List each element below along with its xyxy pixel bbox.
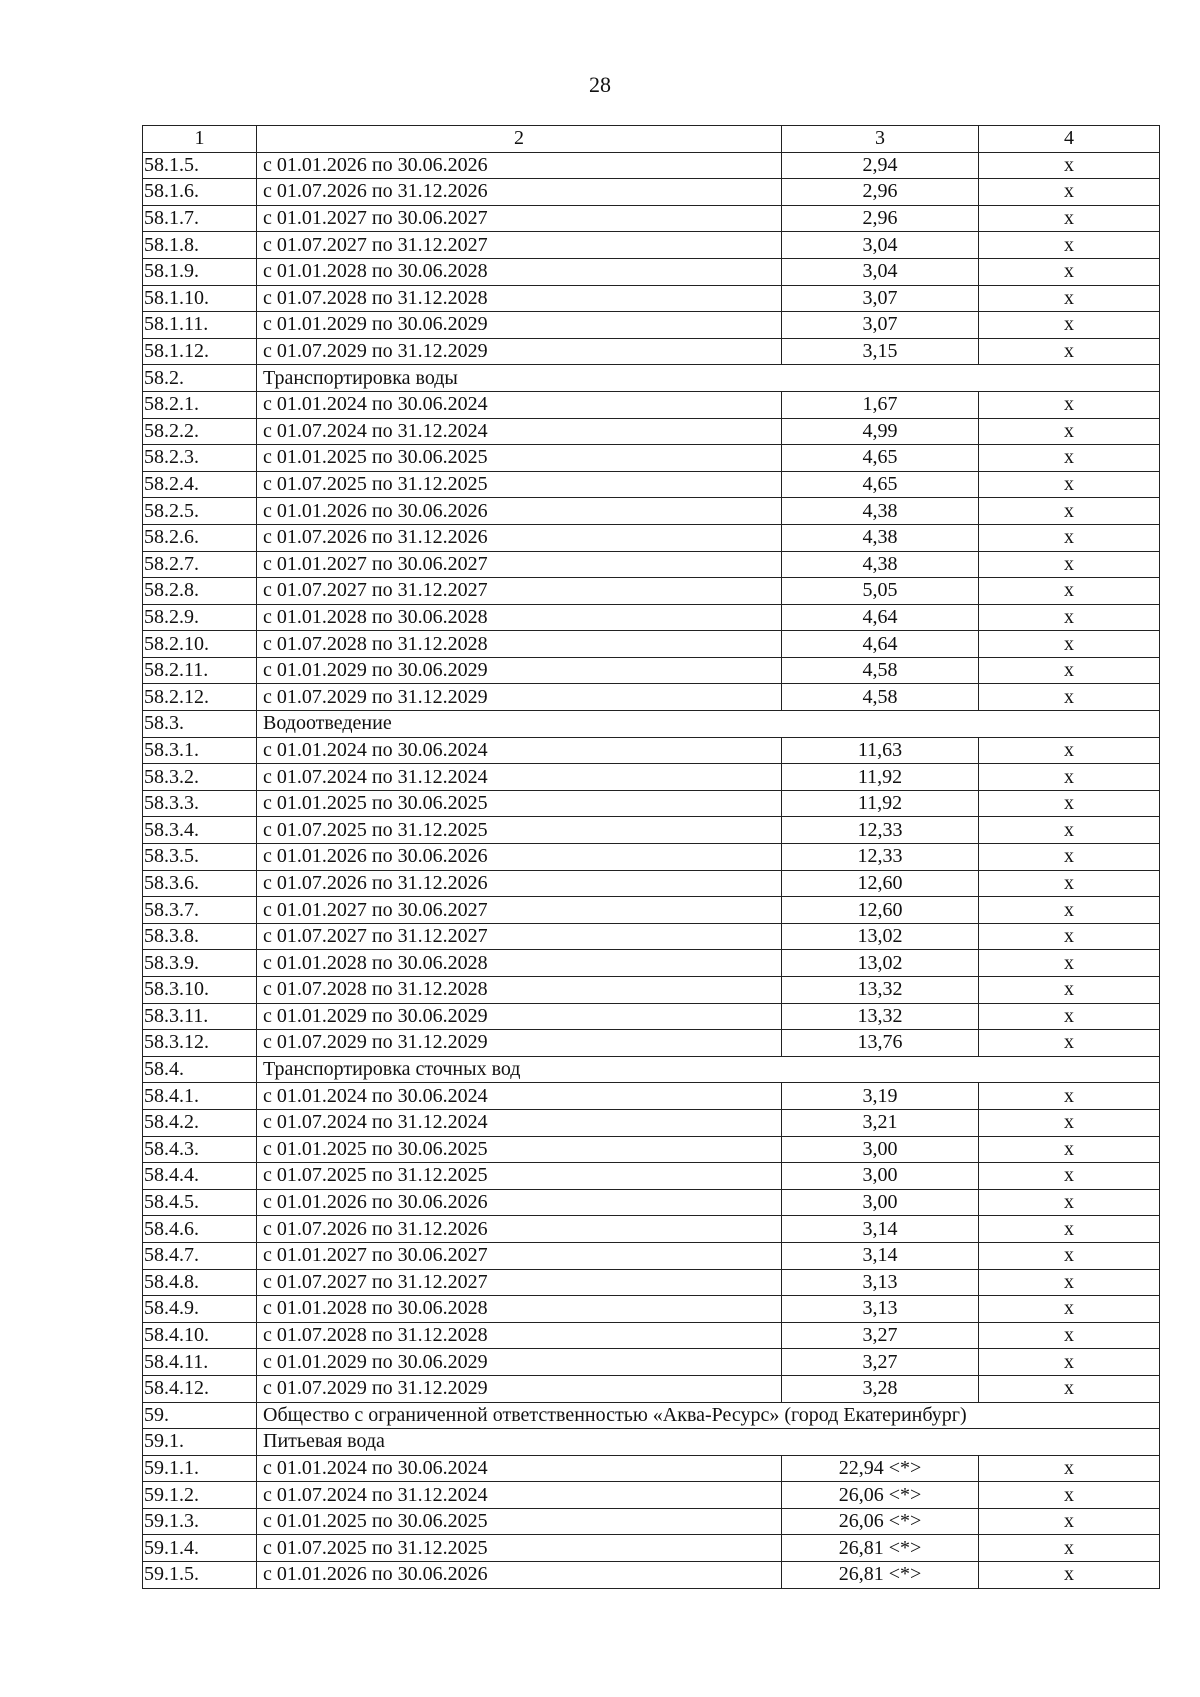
column-4-cell: х xyxy=(979,1030,1160,1057)
column-4-cell: х xyxy=(979,870,1160,897)
table-row xyxy=(143,418,1160,445)
tariff-value-cell: 13,02 xyxy=(782,950,979,977)
tariff-value-cell: 4,65 xyxy=(782,471,979,498)
tariff-value-cell: 3,00 xyxy=(782,1136,979,1163)
tariff-value-cell: 4,38 xyxy=(782,498,979,525)
row-number: 58.1.7. xyxy=(143,205,257,232)
table-row xyxy=(143,977,1160,1004)
column-4-cell: х xyxy=(979,578,1160,605)
period-cell: с 01.01.2024 по 30.06.2024 xyxy=(257,737,782,764)
column-4-cell: х xyxy=(979,1535,1160,1562)
column-4-cell: х xyxy=(979,1349,1160,1376)
column-4-cell: х xyxy=(979,1136,1160,1163)
section-title: Транспортировка воды xyxy=(257,365,1160,392)
row-number: 58.4.7. xyxy=(143,1242,257,1269)
period-cell: с 01.01.2028 по 30.06.2028 xyxy=(257,258,782,285)
column-4-cell: х xyxy=(979,232,1160,259)
tariff-value-cell: 4,64 xyxy=(782,631,979,658)
tariff-value-cell: 3,00 xyxy=(782,1163,979,1190)
column-4-cell: х xyxy=(979,1109,1160,1136)
tariff-value-cell: 5,05 xyxy=(782,578,979,605)
period-cell: с 01.07.2027 по 31.12.2027 xyxy=(257,232,782,259)
row-number: 58.1.11. xyxy=(143,312,257,339)
row-number: 59.1.4. xyxy=(143,1535,257,1562)
row-number: 58.3.6. xyxy=(143,870,257,897)
header-cell-4: 4 xyxy=(979,126,1160,153)
tariff-value-cell: 12,33 xyxy=(782,844,979,871)
tariff-table xyxy=(142,125,1160,1589)
section-row xyxy=(143,1429,1160,1456)
tariff-value-cell: 2,96 xyxy=(782,179,979,206)
header-row xyxy=(143,126,1160,153)
period-cell: с 01.01.2024 по 30.06.2024 xyxy=(257,1455,782,1482)
column-4-cell: х xyxy=(979,844,1160,871)
table-row xyxy=(143,498,1160,525)
table-row xyxy=(143,258,1160,285)
period-cell: с 01.07.2025 по 31.12.2025 xyxy=(257,817,782,844)
tariff-value-cell: 13,32 xyxy=(782,977,979,1004)
table-row xyxy=(143,1349,1160,1376)
tariff-value-cell: 13,02 xyxy=(782,923,979,950)
column-4-cell: х xyxy=(979,950,1160,977)
table-row xyxy=(143,445,1160,472)
tariff-value-cell: 4,99 xyxy=(782,418,979,445)
row-number: 58.4.1. xyxy=(143,1083,257,1110)
period-cell: с 01.01.2025 по 30.06.2025 xyxy=(257,445,782,472)
period-cell: с 01.07.2029 по 31.12.2029 xyxy=(257,338,782,365)
section-row xyxy=(143,365,1160,392)
row-number: 58.3.11. xyxy=(143,1003,257,1030)
table-row xyxy=(143,1322,1160,1349)
column-4-cell: х xyxy=(979,498,1160,525)
tariff-value-cell: 3,04 xyxy=(782,232,979,259)
column-4-cell: х xyxy=(979,418,1160,445)
column-4-cell: х xyxy=(979,152,1160,179)
period-cell: с 01.01.2025 по 30.06.2025 xyxy=(257,1136,782,1163)
tariff-value-cell: 3,14 xyxy=(782,1242,979,1269)
period-cell: с 01.01.2027 по 30.06.2027 xyxy=(257,205,782,232)
period-cell: с 01.07.2028 по 31.12.2028 xyxy=(257,631,782,658)
table-row xyxy=(143,950,1160,977)
column-4-cell: х xyxy=(979,737,1160,764)
column-4-cell: х xyxy=(979,1482,1160,1509)
column-4-cell: х xyxy=(979,258,1160,285)
row-number: 58.2.9. xyxy=(143,604,257,631)
period-cell: с 01.01.2027 по 30.06.2027 xyxy=(257,551,782,578)
period-cell: с 01.01.2026 по 30.06.2026 xyxy=(257,498,782,525)
tariff-value-cell: 22,94 <*> xyxy=(782,1455,979,1482)
period-cell: с 01.01.2026 по 30.06.2026 xyxy=(257,1189,782,1216)
period-cell: с 01.01.2025 по 30.06.2025 xyxy=(257,790,782,817)
column-4-cell: х xyxy=(979,205,1160,232)
table-row xyxy=(143,1535,1160,1562)
row-number: 58.1.6. xyxy=(143,179,257,206)
period-cell: с 01.01.2026 по 30.06.2026 xyxy=(257,1562,782,1589)
period-cell: с 01.07.2027 по 31.12.2027 xyxy=(257,923,782,950)
column-4-cell: х xyxy=(979,1242,1160,1269)
table-row xyxy=(143,631,1160,658)
period-cell: с 01.07.2024 по 31.12.2024 xyxy=(257,1109,782,1136)
tariff-value-cell: 4,58 xyxy=(782,684,979,711)
section-title: Транспортировка сточных вод xyxy=(257,1056,1160,1083)
row-number: 58.2.12. xyxy=(143,684,257,711)
period-cell: с 01.01.2028 по 30.06.2028 xyxy=(257,604,782,631)
row-number: 58.3.3. xyxy=(143,790,257,817)
row-number: 58.4.8. xyxy=(143,1269,257,1296)
row-number: 58.2. xyxy=(143,365,257,392)
table-row xyxy=(143,897,1160,924)
row-number: 58.3.9. xyxy=(143,950,257,977)
column-4-cell: х xyxy=(979,1003,1160,1030)
column-4-cell: х xyxy=(979,1083,1160,1110)
period-cell: с 01.01.2027 по 30.06.2027 xyxy=(257,897,782,924)
row-number: 58.2.5. xyxy=(143,498,257,525)
tariff-value-cell: 3,14 xyxy=(782,1216,979,1243)
column-4-cell: х xyxy=(979,1189,1160,1216)
table-row xyxy=(143,179,1160,206)
table-row xyxy=(143,578,1160,605)
row-number: 58.2.1. xyxy=(143,391,257,418)
header-cell-1: 1 xyxy=(143,126,257,153)
row-number: 58.2.6. xyxy=(143,524,257,551)
section-title: Водоотведение xyxy=(257,711,1160,738)
period-cell: с 01.07.2029 по 31.12.2029 xyxy=(257,1030,782,1057)
tariff-value-cell: 11,92 xyxy=(782,764,979,791)
tariff-value-cell: 4,64 xyxy=(782,604,979,631)
period-cell: с 01.07.2029 по 31.12.2029 xyxy=(257,1375,782,1402)
tariff-value-cell: 12,33 xyxy=(782,817,979,844)
row-number: 58.4.11. xyxy=(143,1349,257,1376)
tariff-value-cell: 1,67 xyxy=(782,391,979,418)
column-4-cell: х xyxy=(979,471,1160,498)
column-4-cell: х xyxy=(979,1216,1160,1243)
table-row xyxy=(143,1083,1160,1110)
row-number: 59.1.5. xyxy=(143,1562,257,1589)
period-cell: с 01.01.2028 по 30.06.2028 xyxy=(257,1296,782,1323)
period-cell: с 01.07.2024 по 31.12.2024 xyxy=(257,764,782,791)
tariff-value-cell: 11,63 xyxy=(782,737,979,764)
row-number: 58.4.9. xyxy=(143,1296,257,1323)
table-row xyxy=(143,1296,1160,1323)
row-number: 58.3.4. xyxy=(143,817,257,844)
period-cell: с 01.07.2025 по 31.12.2025 xyxy=(257,1535,782,1562)
table-row xyxy=(143,923,1160,950)
tariff-value-cell: 2,96 xyxy=(782,205,979,232)
column-4-cell: х xyxy=(979,604,1160,631)
table-row xyxy=(143,1030,1160,1057)
table-row xyxy=(143,737,1160,764)
period-cell: с 01.01.2029 по 30.06.2029 xyxy=(257,1349,782,1376)
section-title: Общество с ограниченной ответственностью «Аква-Ресурс» (город Екатеринбург) xyxy=(257,1402,1160,1429)
period-cell: с 01.07.2029 по 31.12.2029 xyxy=(257,684,782,711)
page-number: 28 xyxy=(589,72,611,97)
period-cell: с 01.07.2024 по 31.12.2024 xyxy=(257,418,782,445)
section-row xyxy=(143,711,1160,738)
tariff-value-cell: 3,15 xyxy=(782,338,979,365)
table-row xyxy=(143,1109,1160,1136)
row-number: 58.4.2. xyxy=(143,1109,257,1136)
row-number: 58.2.3. xyxy=(143,445,257,472)
period-cell: с 01.01.2027 по 30.06.2027 xyxy=(257,1242,782,1269)
row-number: 59.1. xyxy=(143,1429,257,1456)
row-number: 58.2.2. xyxy=(143,418,257,445)
period-cell: с 01.07.2027 по 31.12.2027 xyxy=(257,1269,782,1296)
table-row xyxy=(143,1003,1160,1030)
column-4-cell: х xyxy=(979,1322,1160,1349)
column-4-cell: х xyxy=(979,817,1160,844)
row-number: 58.4.6. xyxy=(143,1216,257,1243)
tariff-value-cell: 3,27 xyxy=(782,1349,979,1376)
table-row xyxy=(143,1482,1160,1509)
period-cell: с 01.07.2025 по 31.12.2025 xyxy=(257,471,782,498)
tariff-value-cell: 26,06 <*> xyxy=(782,1482,979,1509)
column-4-cell: х xyxy=(979,657,1160,684)
row-number: 58.1.8. xyxy=(143,232,257,259)
column-4-cell: х xyxy=(979,1163,1160,1190)
tariff-value-cell: 4,38 xyxy=(782,524,979,551)
row-number: 58.3.10. xyxy=(143,977,257,1004)
column-4-cell: х xyxy=(979,631,1160,658)
column-4-cell: х xyxy=(979,764,1160,791)
tariff-value-cell: 3,27 xyxy=(782,1322,979,1349)
tariff-value-cell: 12,60 xyxy=(782,870,979,897)
column-4-cell: х xyxy=(979,684,1160,711)
row-number: 58.4.12. xyxy=(143,1375,257,1402)
table-row xyxy=(143,657,1160,684)
table-row xyxy=(143,844,1160,871)
row-number: 58.4. xyxy=(143,1056,257,1083)
header-cell-3: 3 xyxy=(782,126,979,153)
period-cell: с 01.01.2029 по 30.06.2029 xyxy=(257,312,782,339)
period-cell: с 01.07.2025 по 31.12.2025 xyxy=(257,1163,782,1190)
row-number: 58.2.11. xyxy=(143,657,257,684)
column-4-cell: х xyxy=(979,391,1160,418)
tariff-value-cell: 12,60 xyxy=(782,897,979,924)
table-row xyxy=(143,152,1160,179)
tariff-value-cell: 26,06 <*> xyxy=(782,1508,979,1535)
row-number: 59.1.3. xyxy=(143,1508,257,1535)
table-row xyxy=(143,1136,1160,1163)
row-number: 58.2.10. xyxy=(143,631,257,658)
column-4-cell: х xyxy=(979,312,1160,339)
row-number: 58.1.10. xyxy=(143,285,257,312)
row-number: 58.3.2. xyxy=(143,764,257,791)
period-cell: с 01.01.2024 по 30.06.2024 xyxy=(257,391,782,418)
section-row xyxy=(143,1056,1160,1083)
tariff-value-cell: 4,58 xyxy=(782,657,979,684)
column-4-cell: х xyxy=(979,1375,1160,1402)
table-row xyxy=(143,524,1160,551)
column-4-cell: х xyxy=(979,923,1160,950)
tariff-value-cell: 3,07 xyxy=(782,312,979,339)
period-cell: с 01.07.2024 по 31.12.2024 xyxy=(257,1482,782,1509)
table-row xyxy=(143,205,1160,232)
tariff-value-cell: 3,13 xyxy=(782,1269,979,1296)
column-4-cell: х xyxy=(979,897,1160,924)
row-number: 58.2.4. xyxy=(143,471,257,498)
tariff-value-cell: 4,65 xyxy=(782,445,979,472)
tariff-value-cell: 2,94 xyxy=(782,152,979,179)
tariff-value-cell: 26,81 <*> xyxy=(782,1535,979,1562)
table-row xyxy=(143,790,1160,817)
period-cell: с 01.07.2028 по 31.12.2028 xyxy=(257,977,782,1004)
table-row xyxy=(143,1163,1160,1190)
row-number: 58.3. xyxy=(143,711,257,738)
tariff-value-cell: 3,00 xyxy=(782,1189,979,1216)
column-4-cell: х xyxy=(979,285,1160,312)
row-number: 58.3.8. xyxy=(143,923,257,950)
column-4-cell: х xyxy=(979,1562,1160,1589)
table-row xyxy=(143,1375,1160,1402)
row-number: 59. xyxy=(143,1402,257,1429)
tariff-value-cell: 4,38 xyxy=(782,551,979,578)
tariff-value-cell: 26,81 <*> xyxy=(782,1562,979,1589)
period-cell: с 01.07.2027 по 31.12.2027 xyxy=(257,578,782,605)
table-row xyxy=(143,684,1160,711)
tariff-value-cell: 13,76 xyxy=(782,1030,979,1057)
tariff-value-cell: 3,04 xyxy=(782,258,979,285)
table-row xyxy=(143,338,1160,365)
row-number: 58.1.5. xyxy=(143,152,257,179)
period-cell: с 01.01.2029 по 30.06.2029 xyxy=(257,1003,782,1030)
table-row xyxy=(143,471,1160,498)
tariff-value-cell: 3,07 xyxy=(782,285,979,312)
table-row xyxy=(143,1562,1160,1589)
row-number: 58.3.1. xyxy=(143,737,257,764)
row-number: 58.2.7. xyxy=(143,551,257,578)
column-4-cell: х xyxy=(979,1269,1160,1296)
table-row xyxy=(143,391,1160,418)
row-number: 59.1.2. xyxy=(143,1482,257,1509)
table-row xyxy=(143,1455,1160,1482)
column-4-cell: х xyxy=(979,524,1160,551)
table-row xyxy=(143,312,1160,339)
column-4-cell: х xyxy=(979,790,1160,817)
section-row xyxy=(143,1402,1160,1429)
row-number: 58.3.5. xyxy=(143,844,257,871)
table-row xyxy=(143,232,1160,259)
table-row xyxy=(143,1508,1160,1535)
period-cell: с 01.01.2028 по 30.06.2028 xyxy=(257,950,782,977)
tariff-value-cell: 3,19 xyxy=(782,1083,979,1110)
row-number: 58.4.3. xyxy=(143,1136,257,1163)
period-cell: с 01.01.2026 по 30.06.2026 xyxy=(257,844,782,871)
table-row xyxy=(143,1189,1160,1216)
period-cell: с 01.07.2026 по 31.12.2026 xyxy=(257,179,782,206)
tariff-value-cell: 13,32 xyxy=(782,1003,979,1030)
tariff-value-cell: 3,28 xyxy=(782,1375,979,1402)
period-cell: с 01.07.2026 по 31.12.2026 xyxy=(257,1216,782,1243)
tariff-value-cell: 3,13 xyxy=(782,1296,979,1323)
column-4-cell: х xyxy=(979,338,1160,365)
period-cell: с 01.01.2024 по 30.06.2024 xyxy=(257,1083,782,1110)
period-cell: с 01.01.2025 по 30.06.2025 xyxy=(257,1508,782,1535)
column-4-cell: х xyxy=(979,445,1160,472)
row-number: 58.2.8. xyxy=(143,578,257,605)
table-row xyxy=(143,764,1160,791)
period-cell: с 01.01.2026 по 30.06.2026 xyxy=(257,152,782,179)
header-cell-2: 2 xyxy=(257,126,782,153)
column-4-cell: х xyxy=(979,179,1160,206)
row-number: 58.1.9. xyxy=(143,258,257,285)
table-row xyxy=(143,870,1160,897)
table-row xyxy=(143,817,1160,844)
column-4-cell: х xyxy=(979,1508,1160,1535)
tariff-value-cell: 3,21 xyxy=(782,1109,979,1136)
table-row xyxy=(143,1242,1160,1269)
row-number: 59.1.1. xyxy=(143,1455,257,1482)
period-cell: с 01.07.2026 по 31.12.2026 xyxy=(257,870,782,897)
column-4-cell: х xyxy=(979,1296,1160,1323)
table-row xyxy=(143,551,1160,578)
row-number: 58.4.5. xyxy=(143,1189,257,1216)
column-4-cell: х xyxy=(979,551,1160,578)
period-cell: с 01.01.2029 по 30.06.2029 xyxy=(257,657,782,684)
tariff-value-cell: 11,92 xyxy=(782,790,979,817)
column-4-cell: х xyxy=(979,977,1160,1004)
section-title: Питьевая вода xyxy=(257,1429,1160,1456)
column-4-cell: х xyxy=(979,1455,1160,1482)
period-cell: с 01.07.2028 по 31.12.2028 xyxy=(257,285,782,312)
row-number: 58.4.4. xyxy=(143,1163,257,1190)
table-row xyxy=(143,1216,1160,1243)
period-cell: с 01.07.2026 по 31.12.2026 xyxy=(257,524,782,551)
row-number: 58.3.12. xyxy=(143,1030,257,1057)
period-cell: с 01.07.2028 по 31.12.2028 xyxy=(257,1322,782,1349)
table-row xyxy=(143,285,1160,312)
row-number: 58.1.12. xyxy=(143,338,257,365)
table-row xyxy=(143,1269,1160,1296)
row-number: 58.4.10. xyxy=(143,1322,257,1349)
table-body xyxy=(143,152,1160,1588)
table-row xyxy=(143,604,1160,631)
row-number: 58.3.7. xyxy=(143,897,257,924)
